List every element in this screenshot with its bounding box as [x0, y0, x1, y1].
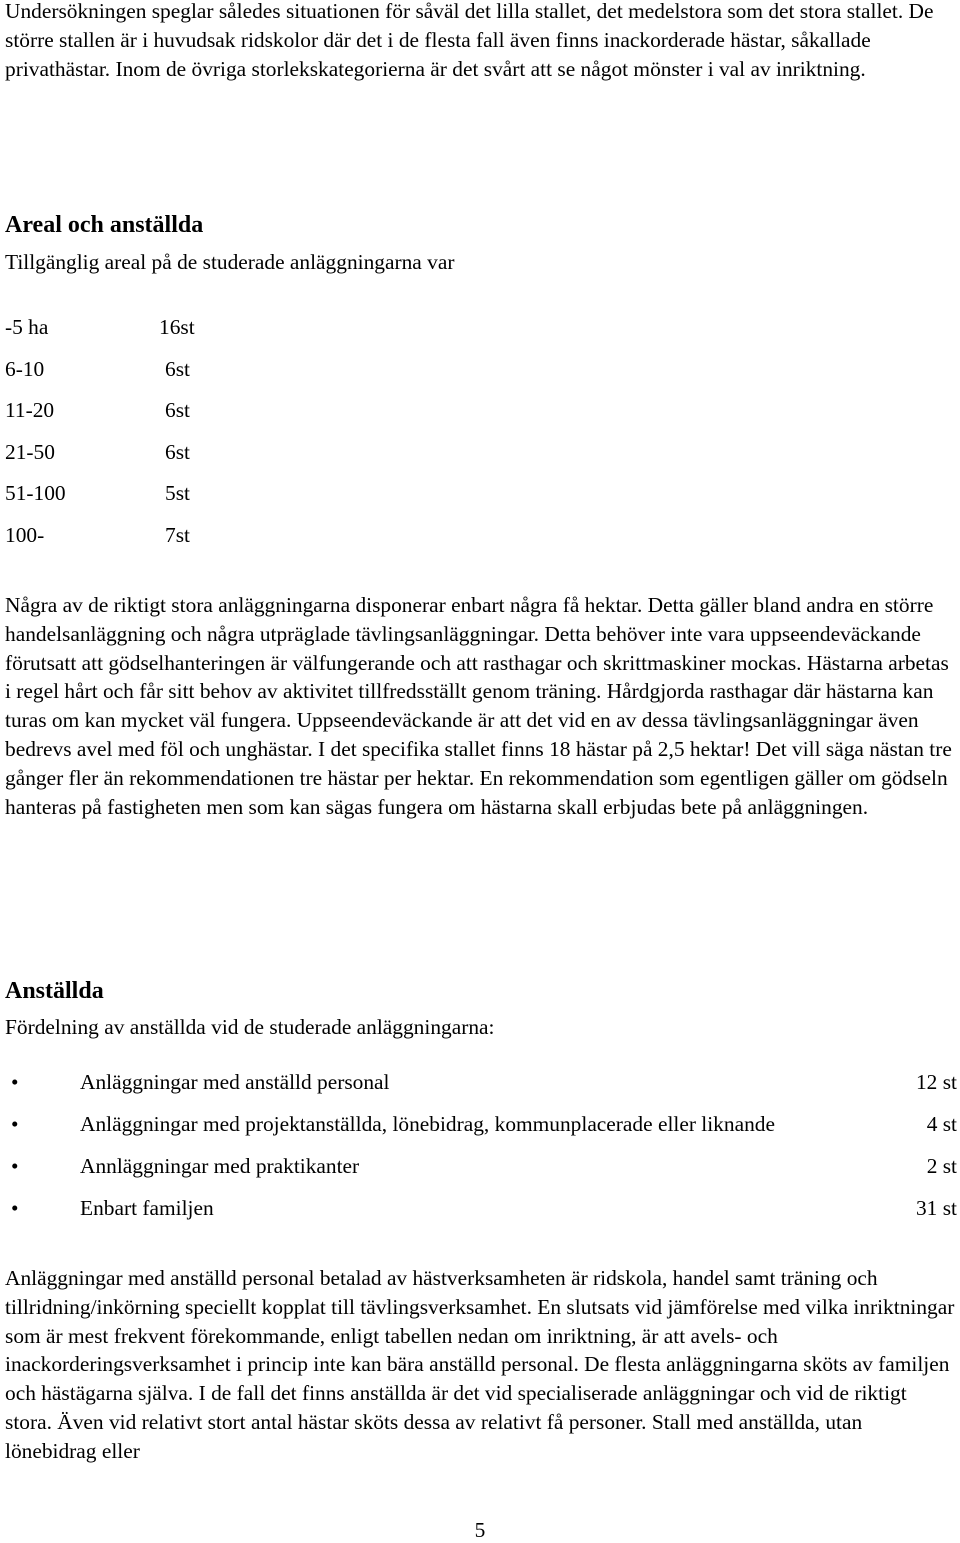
area-range: 100- [5, 522, 45, 547]
anstallda-subtitle: Fördelning av anställda vid de studerade anläggningarna: [5, 1015, 495, 1039]
area-count: 7st [165, 522, 190, 547]
list-item-label: Enbart familjen [80, 1196, 214, 1220]
area-range: 21-50 [5, 439, 55, 464]
area-range: 51-100 [5, 481, 66, 506]
intro-paragraph: Undersökningen speglar således situationen för såväl det lilla stallet, det medelstora som det stora stallet. De större stallen är i huvudsak ridskolor där det i de flesta fall även finns inackorderade hästar, såkallade privathästar. Inom de övriga storlekskategorierna är det svårt att se något mönster i val av inriktning. [5, 0, 934, 81]
area-count: 16st [159, 315, 195, 339]
area-row [5, 396, 305, 438]
list-item [5, 1194, 957, 1236]
area-count: 6st [165, 398, 190, 423]
area-row [5, 479, 305, 521]
page-number: 5 [474, 1518, 486, 1542]
list-item [5, 1152, 957, 1194]
bullet: • [11, 1196, 19, 1220]
area-row [5, 355, 305, 397]
areal-paragraph: Några av de riktigt stora anläggningarna disponerar enbart några få hektar. Detta gäller bland andra en större handelsanläggning och några utpräglade tävlingsanläggningar. Detta behöver inte vara uppseendeväckande förutsatt att gödselhanteringen är välfungerande och att rasthagar och skrittmaskiner mockas. Hästarna arbetas i regel hårt och får sitt behov av aktivitet tillfredsställt genom träning. Hårdgjorda rasthagar där hästarna kan turas om kan mycket väl fungera. Uppseendeväckande är att det vid en av dessa tävlingsanläggningar även bedrevs avel med föl och unghästar. I det specifika stallet finns 18 hästar på 2,5 hektar! Det vill säga nästan tre gånger fler än rekommendationen tre hästar per hektar. En rekommendation som egentligen gäller om gödseln hanteras på fastigheten men som kan sägas fungera om hästarna skall erbjudas bete på anläggningen. [5, 593, 952, 819]
bullet: • [11, 1154, 19, 1178]
area-count: 6st [165, 439, 190, 464]
area-range: -5 ha [5, 315, 49, 339]
list-item-label: Anläggningar med projektanställda, lönebidrag, kommunplacerade eller liknande [80, 1112, 775, 1136]
area-row [5, 521, 305, 563]
list-item-label: Annläggningar med praktikanter [80, 1154, 360, 1178]
areal-heading: Areal och anställda [5, 212, 204, 238]
employee-list [5, 1068, 957, 1236]
anstallda-paragraph: Anläggningar med anställd personal betalad av hästverksamheten är ridskola, handel samt träning och tillridning/inkörning speciellt kopplat till tävlingsverksamhet. En slutsats vid jämförelse med vilka inriktningar som är mest frekvent förekommande, enligt tabellen nedan om inriktning, är att avels- och inackorderingsverksamhet i princip inte kan bära anställd personal. De flesta anläggningarna sköts av familjen och hästägarna själva. I de fall det finns anställda är det vid specialiserade anläggningar och vid de riktigt stora. Även vid relativt stort antal hästar sköts dessa av relativt få personer. Stall med anställda, utan lönebidrag eller [5, 1266, 955, 1463]
list-item-count: 4 st [926, 1112, 957, 1136]
area-range: 11-20 [5, 398, 55, 423]
bullet: • [11, 1112, 19, 1136]
list-item [5, 1068, 957, 1110]
list-item-count: 31 st [915, 1196, 957, 1220]
areal-subtitle: Tillgänglig areal på de studerade anläggningarna var [5, 250, 455, 274]
list-item-label: Anläggningar med anställd personal [80, 1070, 390, 1094]
area-row [5, 438, 305, 480]
area-range: 6-10 [5, 356, 45, 381]
bullet: • [11, 1070, 19, 1094]
list-item-count: 2 st [926, 1154, 957, 1178]
area-row [5, 313, 305, 355]
list-item-count: 12 st [915, 1070, 957, 1094]
area-count: 5st [165, 481, 190, 506]
area-table [5, 313, 305, 563]
anstallda-heading: Anställda [5, 978, 104, 1004]
list-item [5, 1110, 957, 1152]
area-count: 6st [165, 356, 190, 381]
